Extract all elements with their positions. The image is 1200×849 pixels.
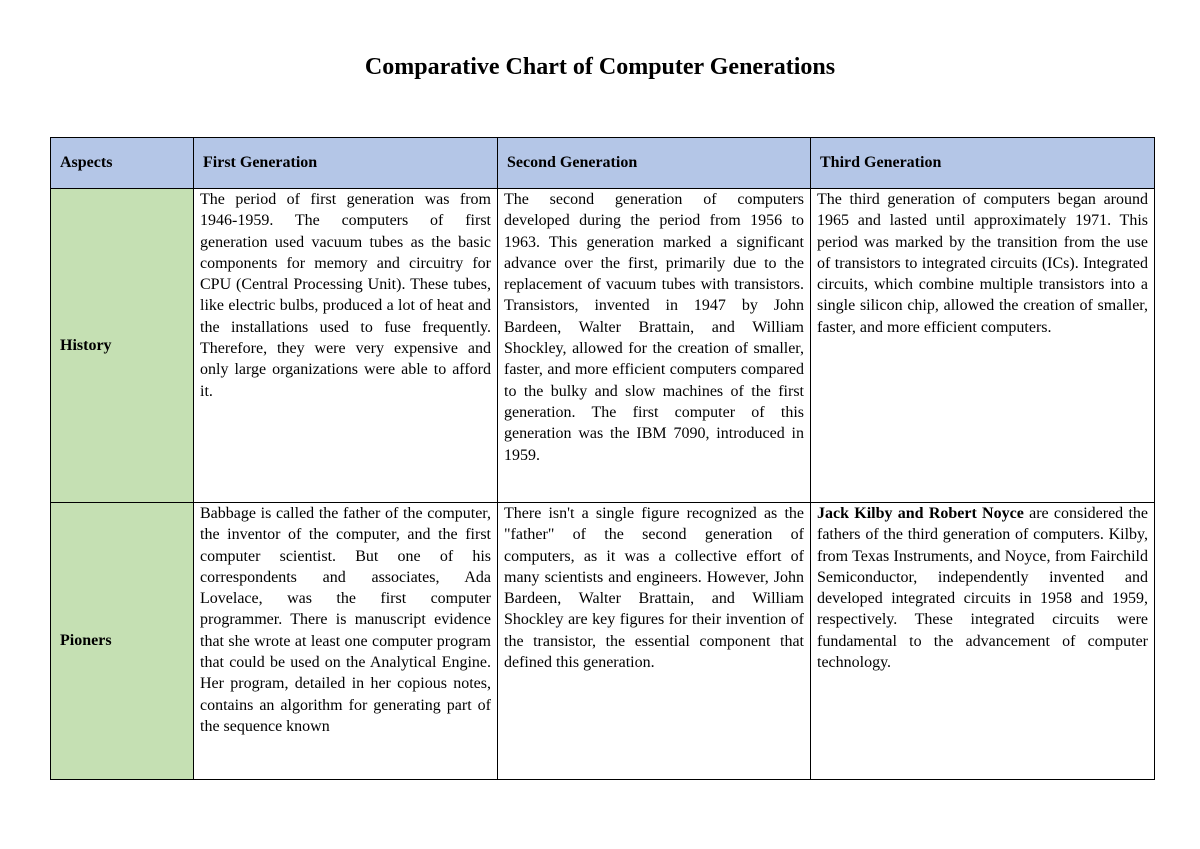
cell-pioners-second: There isn't a single figure recognized as the "father" of the second generation of computers, as it was a collective effort of many scientists and engineers. However, John Bardeen, Walter Brattain, and William Shockley are key figures for their invention of the transistor, the essential component that defined this generation.	[498, 503, 811, 780]
cell-pioners-third	[811, 503, 1155, 780]
page-title: Comparative Chart of Computer Generations	[364, 54, 836, 80]
cell-history-third: The third generation of computers began around 1965 and lasted until approximately 1971. This period was marked by the transition from the use of transistors to integrated circuits (ICs). Integrated circuits, which combine multiple transistors into a single silicon chip, allowed the creation of smaller, faster, and more efficient computers.	[811, 189, 1155, 503]
cell-pioners-first-container	[194, 503, 498, 780]
header-first-generation: First Generation	[194, 138, 498, 189]
cell-history-second: The second generation of computers developed during the period from 1956 to 1963. This generation marked a significant advance over the first, primarily due to the replacement of vacuum tubes with transistors. Transistors, invented in 1947 by John Bardeen, Walter Brattain, and William Shockley, allowed for the creation of smaller, faster, and more efficient computers compared to the bulky and slow machines of the first generation. The first computer of this generation was the IBM 7090, introduced in 1959.	[498, 189, 811, 503]
pioneer-names: Jack Kilby and Robert Noyce	[817, 505, 1024, 522]
cell-pioners-first: Babbage is called the father of the computer, the inventor of the computer, and the first computer scientist. But one of his correspondents and associates, Ada Lovelace, was the first computer programmer. There is manuscript evidence that she wrote at least one computer program that could be used on the Analytical Engine. Her program, detailed in her copious notes, contains an algorithm for generating part of the sequence known	[200, 505, 491, 735]
table-row-pioners	[51, 503, 1155, 780]
table-row-history	[51, 189, 1155, 503]
aspect-label-pioners: Pioners	[51, 503, 194, 780]
header-second-generation: Second Generation	[498, 138, 811, 189]
cell-history-first: The period of first generation was from 1946-1959. The computers of first generation used vacuum tubes as the basic components for memory and circuitry for CPU (Central Processing Unit). These tubes, like electric bulbs, produced a lot of heat and the installations used to fuse frequently. Therefore, they were very expensive and only large organizations were able to afford it.	[194, 189, 498, 503]
comparison-table	[50, 137, 1155, 780]
header-row	[51, 138, 1155, 189]
aspect-label-history: History	[51, 189, 194, 503]
header-aspects: Aspects	[51, 138, 194, 189]
pioneer-description: are considered the fathers of the third generation of computers. Kilby, from Texas Instruments, and Noyce, from Fairchild Semiconductor, independently invented and developed integrated circuits in 1958 and 1959, respectively. These integrated circuits were fundamental to the advancement of computer technology.	[817, 505, 1148, 672]
header-third-generation: Third Generation	[811, 138, 1155, 189]
